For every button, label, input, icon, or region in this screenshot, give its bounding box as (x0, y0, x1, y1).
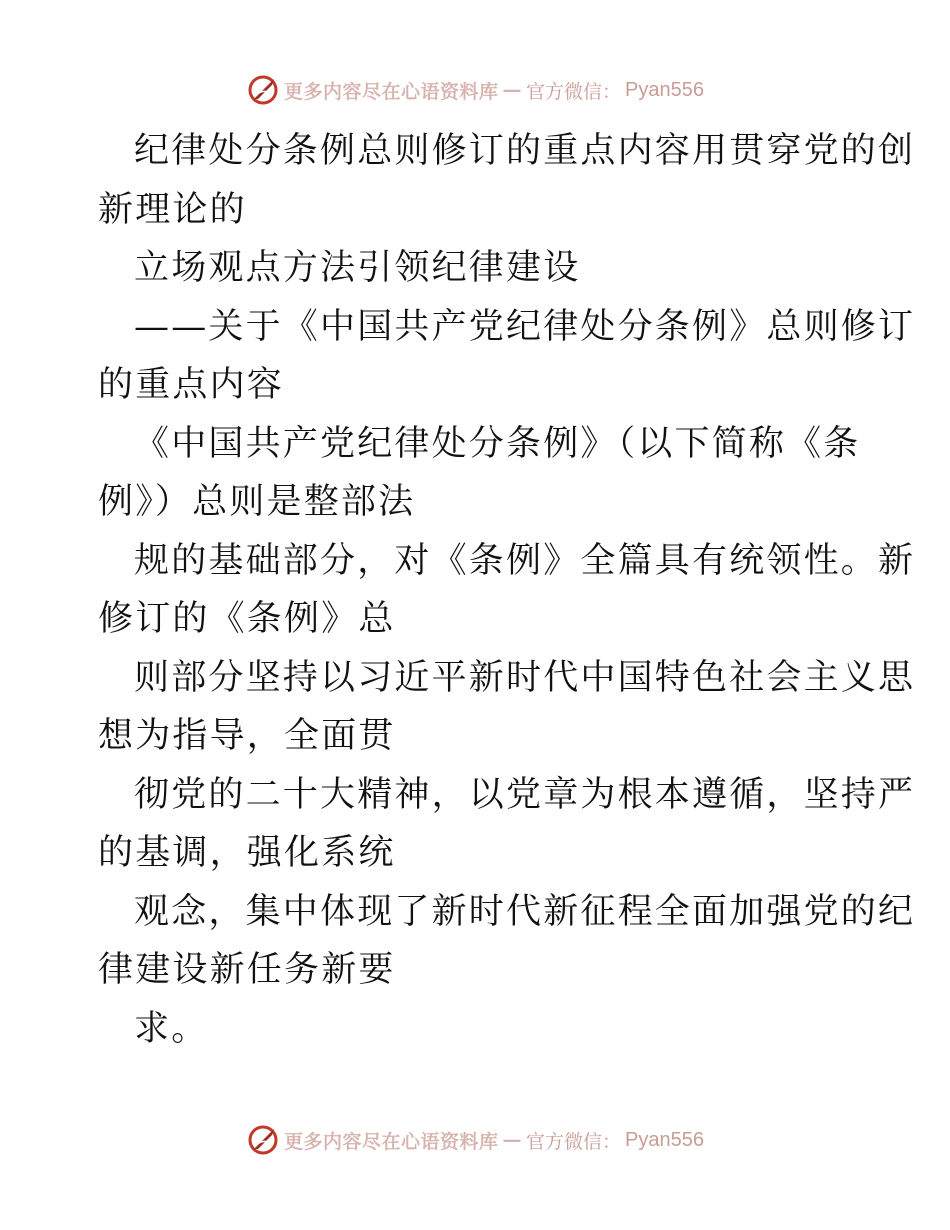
paragraph-line: 纪律处分条例总则修订的重点内容用贯穿党的创 (134, 131, 916, 171)
pen-logo-icon (246, 73, 280, 107)
footer-wechat-label: 官方微信： (526, 1130, 622, 1153)
paragraph (98, 766, 916, 883)
paragraph-line: 则部分坚持以习近平新时代中国特色社会主义思 (134, 657, 916, 698)
header-wechat-id: Pyan556 (625, 78, 704, 101)
paragraph-line: 观念，集中体现了新时代新征程全面加强党的纪 (134, 891, 916, 932)
paragraph-line: 例》）总则是整部法 (98, 482, 416, 522)
paragraph (98, 649, 916, 766)
paragraph-line: 想为指导，全面贯 (98, 716, 396, 756)
paragraph-line: ——关于《中国共产党纪律处分条例》总则修订 (134, 306, 916, 347)
paragraph-line: 修订的《条例》总 (98, 599, 396, 639)
pen-logo-icon (246, 1123, 280, 1157)
header-site-text: 更多内容尽在心语资料库 (284, 80, 499, 103)
document-body (98, 122, 916, 1058)
paragraph-line: 律建设新任务新要 (98, 950, 396, 990)
paragraph (98, 298, 916, 415)
paragraph (98, 239, 858, 298)
paragraph (98, 415, 861, 532)
paragraph-line: 彻党的二十大精神，以党章为根本遵循，坚持严 (134, 774, 916, 815)
paragraph-line: 的重点内容 (98, 365, 285, 405)
footer-banner-inner (246, 1123, 704, 1157)
header-banner-inner (246, 73, 704, 107)
paragraph-line: 新理论的 (98, 189, 247, 230)
header-banner (0, 70, 950, 110)
header-dash: — (502, 79, 523, 101)
paragraph-line: 求。 (134, 1008, 209, 1049)
footer-banner (0, 1120, 950, 1160)
paragraph (98, 883, 916, 1000)
header-wechat-label: 官方微信： (526, 80, 622, 103)
paragraph (98, 1000, 858, 1059)
paragraph (98, 532, 916, 649)
paragraph-line: 规的基础部分，对《条例》全篇具有统领性。新 (134, 540, 916, 581)
paragraph-line: 的基调，强化系统 (98, 833, 396, 873)
paragraph (98, 122, 916, 239)
footer-dash: — (502, 1129, 523, 1151)
paragraph-line: 《中国共产党纪律处分条例》（以下简称《条 (134, 423, 861, 464)
footer-site-text: 更多内容尽在心语资料库 (284, 1130, 499, 1153)
paragraph-line: 立场观点方法引领纪律建设 (134, 248, 581, 288)
footer-wechat-id: Pyan556 (625, 1128, 704, 1151)
